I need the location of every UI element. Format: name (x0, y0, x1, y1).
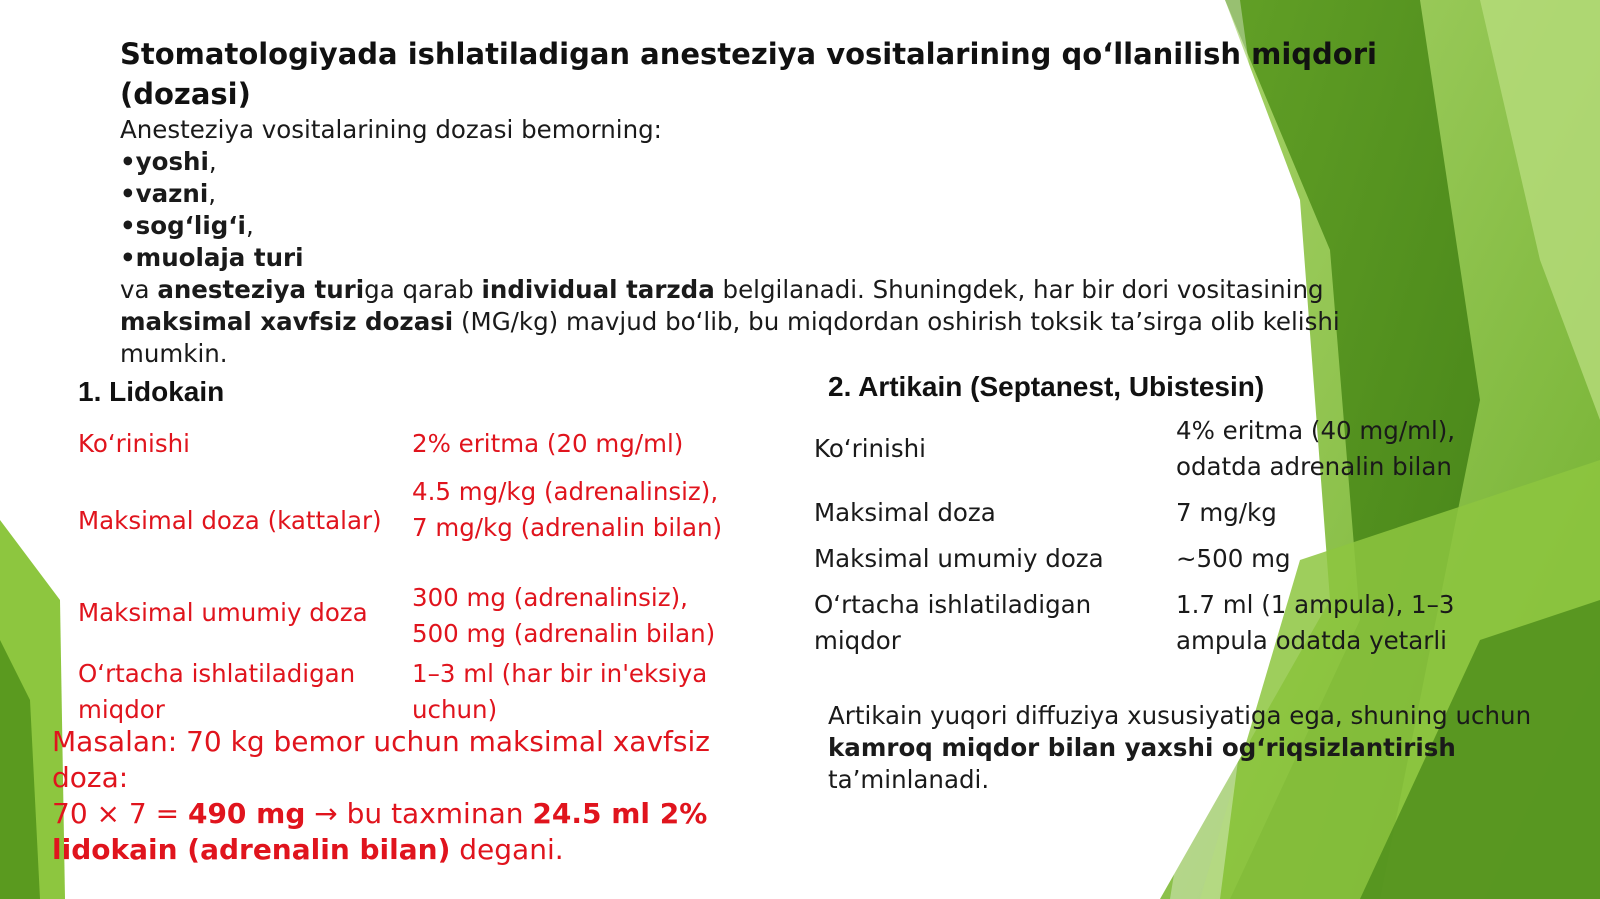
example-calculation (52, 724, 742, 868)
example-line-2: 70 × 7 = 490 mg → bu taxminan 24.5 ml 2% lidokain (adrenalin bilan) degani. (52, 797, 708, 866)
artikain-label-max-doza: Maksimal doza (814, 498, 996, 527)
artikain-label-umumiy-doza: Maksimal umumiy doza (814, 544, 1104, 573)
artikain-value-max-doza: 7 mg/kg (1176, 498, 1277, 527)
artikain-value-korinishi: 4% eritma (40 mg/ml), odatda adrenalin bilan (1176, 416, 1456, 481)
artikain-heading: 2. Artikain (Septanest, Ubistesin) (828, 371, 1265, 402)
bullet-item: •vazni, (120, 179, 217, 208)
lidokain-label-ortacha: O‘rtacha ishlatiladigan miqdor (78, 659, 356, 724)
lidokain-label-korinishi: Ko‘rinishi (78, 429, 190, 458)
intro-lead: Anesteziya vositalarining dozasi bemorning: (120, 115, 662, 144)
bullet-item: •sog‘lig‘i, (120, 211, 254, 240)
lidokain-value-korinishi: 2% eritma (20 mg/ml) (412, 429, 684, 458)
intro-text (120, 114, 1360, 370)
bullet-item: •muolaja turi (120, 243, 304, 272)
lidokain-value-umumiy-doza: 300 mg (adrenalinsiz), 500 mg (adrenalin bilan) (412, 583, 716, 648)
artikain-value-ortacha: 1.7 ml (1 ampula), 1–3 ampula odatda yetarli (1176, 590, 1455, 655)
lidokain-label-umumiy-doza: Maksimal umumiy doza (78, 598, 368, 627)
bullet-item: •yoshi, (120, 147, 217, 176)
artikain-note: Artikain yuqori diffuziya xususiyatiga ega, shuning uchun kamroq miqdor bilan yaxshi og‘riqsizlantirish ta’minlanadi. (828, 701, 1532, 794)
lidokain-label-max-doza: Maksimal doza (kattalar) (78, 506, 382, 535)
lidokain-heading: 1. Lidokain (78, 376, 225, 407)
lidokain-value-max-doza: 4.5 mg/kg (adrenalinsiz), 7 mg/kg (adrenalin bilan) (412, 477, 723, 542)
artikain-label-ortacha: O‘rtacha ishlatiladigan miqdor (814, 590, 1092, 655)
lidokain-value-ortacha: 1–3 ml (har bir in'eksiya uchun) (412, 659, 708, 724)
example-line-1: Masalan: 70 kg bemor uchun maksimal xavfsiz doza: (52, 725, 710, 794)
artikain-value-umumiy-doza: ~500 mg (1176, 544, 1291, 573)
intro-paragraph: va anesteziya turiga qarab individual tarzda belgilanadi. Shuningdek, har bir dori vositasining maksimal xavfsiz dozasi (MG/kg) mavjud bo‘lib, bu miqdordan oshirish toksik ta’sirga olib kelishi mumkin. (120, 275, 1340, 368)
page-title: Stomatologiyada ishlatiladigan anesteziya vositalarining qo‘llanilish miqdori (dozasi) (120, 37, 1377, 111)
artikain-label-korinishi: Ko‘rinishi (814, 434, 926, 463)
